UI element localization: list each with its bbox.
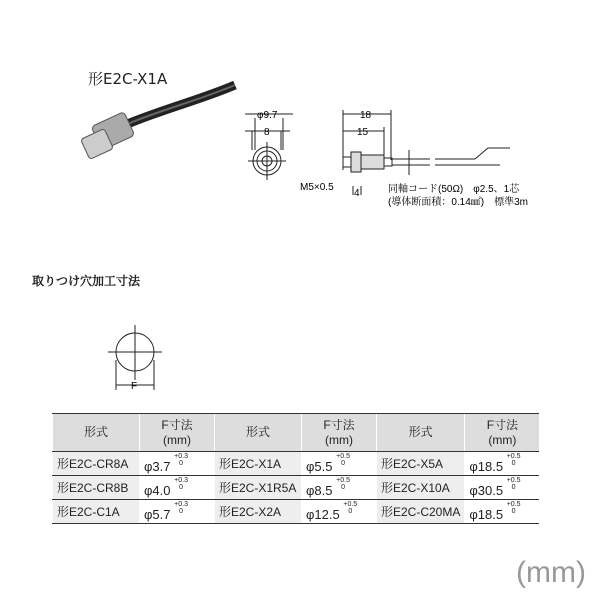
header-model: 形式	[53, 414, 140, 452]
svg-text:15: 15	[357, 127, 369, 138]
model-cell: 形E2C-X5A	[377, 452, 465, 476]
header-model: 形式	[215, 414, 302, 452]
f-dimension-cell: φ30.5 $^{+0.5 0}$	[465, 476, 540, 500]
model-cell: 形E2C-X1A	[215, 452, 302, 476]
product-title: 形E2C-X1A	[88, 70, 168, 88]
model-cell: 形E2C-C1A	[53, 500, 140, 524]
table-header	[53, 414, 540, 452]
f-dimension-cell: φ18.5 $^{+0.5 0}$	[465, 500, 540, 524]
svg-text:同軸コード(50Ω) φ2.5、1芯: 同軸コード(50Ω) φ2.5、1芯	[388, 184, 520, 195]
table-row	[53, 476, 540, 500]
header-f: F寸法 (mm)	[465, 414, 540, 452]
model-cell: 形E2C-CR8A	[53, 452, 140, 476]
unit-label: (mm)	[516, 556, 586, 589]
svg-text:18: 18	[360, 110, 372, 121]
f-dimension-cell: φ4.0 $^{+0.3 0}$	[140, 476, 215, 500]
svg-text:4: 4	[354, 188, 360, 199]
model-cell: 形E2C-C20MA	[377, 500, 465, 524]
f-dimension-cell: φ5.7 $^{+0.3 0}$	[140, 500, 215, 524]
f-dimension-cell: φ3.7 $^{+0.3 0}$	[140, 452, 215, 476]
model-cell: 形E2C-X2A	[215, 500, 302, 524]
mounting-hole-diagram	[100, 320, 180, 400]
table-row	[53, 452, 540, 476]
f-dimension-cell: φ8.5 $^{+0.5 0}$	[302, 476, 377, 500]
hole-label-f: F	[131, 381, 138, 392]
header-model: 形式	[377, 414, 465, 452]
header-f: F寸法 (mm)	[140, 414, 215, 452]
hole-dimension-table	[52, 413, 539, 524]
svg-text:φ9.7: φ9.7	[257, 110, 278, 121]
f-dimension-cell: φ12.5 $^{+0.5 0}$	[302, 500, 377, 524]
svg-text:(導体断面積：0.14㎟) 標準3m: (導体断面積：0.14㎟) 標準3m	[388, 197, 529, 208]
f-dimension-cell: φ5.5 $^{+0.5 0}$	[302, 452, 377, 476]
f-dimension-cell: φ18.5 $^{+0.5 0}$	[465, 452, 540, 476]
svg-text:M5×0.5: M5×0.5	[300, 182, 334, 193]
model-cell: 形E2C-X10A	[377, 476, 465, 500]
header-f: F寸法 (mm)	[302, 414, 377, 452]
section-title: 取りつけ穴加工寸法	[32, 274, 141, 288]
sensor-drawing	[0, 0, 600, 270]
model-cell: 形E2C-X1R5A	[215, 476, 302, 500]
model-cell: 形E2C-CR8B	[53, 476, 140, 500]
table-row	[53, 500, 540, 524]
sensor-photo	[81, 85, 235, 159]
svg-text:8: 8	[264, 127, 270, 138]
